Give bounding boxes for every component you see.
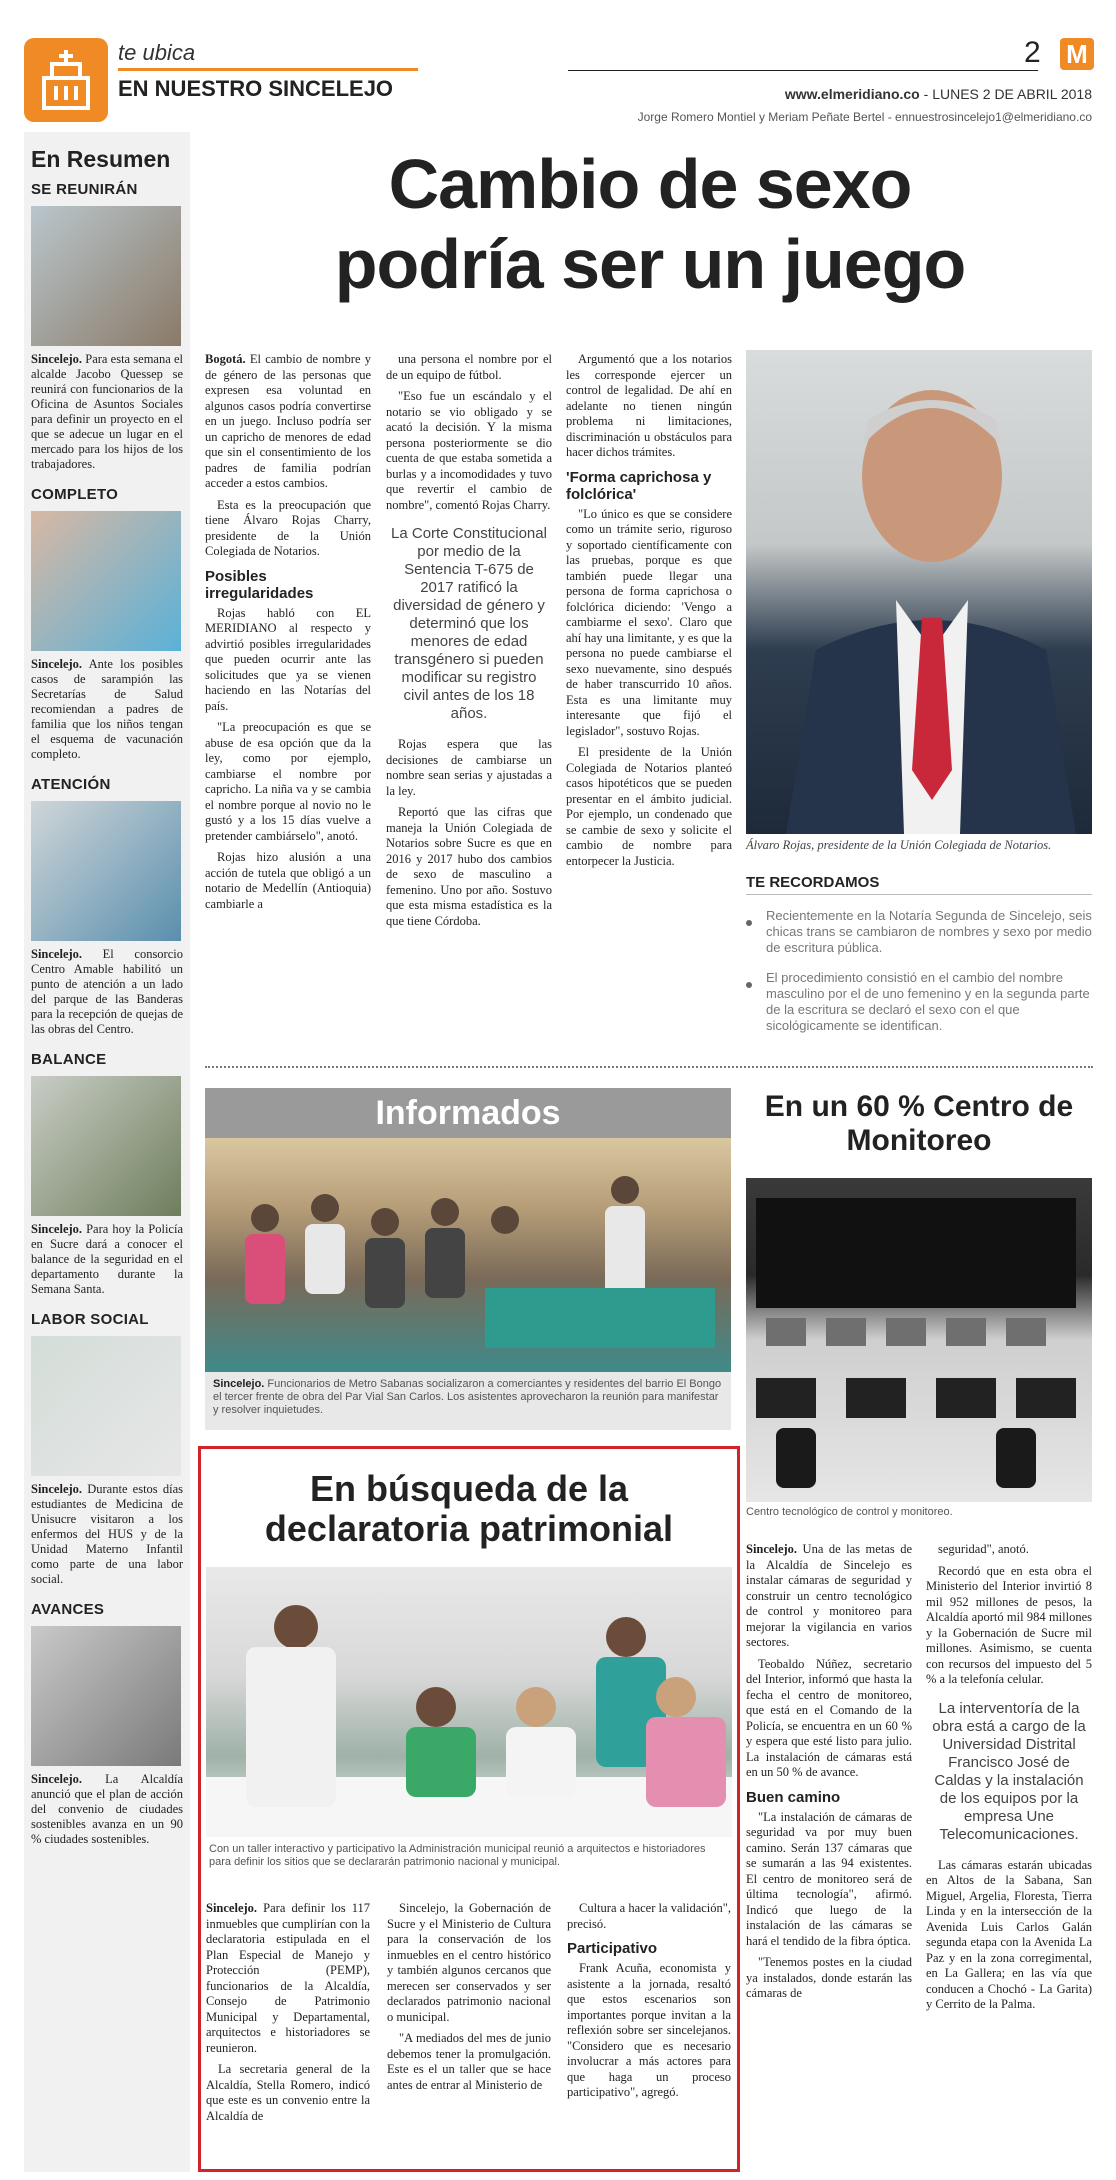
monitoreo-pullquote: La interventoría de la obra está a cargo de la Universidad Distrital Francisco José de Caldas y la instalación de los equipos por la empresa Une Telecomunicaciones.: [932, 1699, 1086, 1843]
pullquote: La Corte Constitucional por medio de la Sentencia T-675 de 2017 ratificó la diversidad de género y determinó que los menores de edad transgénero si pueden modificar su registro civil antes de los 18 años.: [391, 525, 547, 722]
paragraph: [205, 850, 371, 912]
paragraph: [387, 2031, 551, 2093]
brand-letter: M: [1066, 39, 1088, 69]
paragraph: [746, 1542, 912, 1651]
patrimonial-title: [201, 1469, 737, 1549]
sidebar-item-heading: BALANCE: [31, 1051, 107, 1068]
paragraph: [386, 352, 552, 383]
paragraph-text: "Eso fue un escándalo y el notario se vio obligado y se acató la decisión. Y la misma persona posteriormente se dio cuenta de que estaba sometida a burlas y a incomodidades y tuvo que revertir el cambio de nombre", comentó Rojas Charry.: [386, 389, 552, 512]
sidebar-item-photo: [31, 206, 181, 346]
paragraph-text: una persona el nombre por el de un equipo de fútbol.: [386, 352, 552, 382]
sidebar-item: [31, 776, 183, 1037]
control-room: [746, 1178, 1092, 1502]
paragraph: [387, 1901, 551, 2025]
paragraph-text: "Lo único es que se considere como un trámite serio, riguroso y soportado científicamente con las pruebas, porque es que también puede llegar una persona de forma caprichosa o folclórica diciendo: 'Vengo a cambiarme el sexo'. Claro que ahí hay una limitante, y es que la persona no puede cambiarse el sexo nuevamente, sino después de haber transcurrido 10 años. Esta es una limitante muy interesante que fijó el legislador", sostuvo Rojas.: [566, 506, 732, 738]
paragraph: [566, 507, 732, 740]
sidebar-item-body: Durante estos días estudiantes de Medicina de Unisucre visitaron a los enfermos del HUS y de la Unidad Materno Infantil como parte de una labor social.: [31, 1482, 183, 1586]
paragraph: [386, 389, 552, 513]
recordamos-title: TE RECORDAMOS: [746, 874, 880, 891]
paragraph: [205, 720, 371, 844]
paragraph-text: Una de las metas de la Alcaldía de Sincelejo es instalar cámaras de seguridad y construir un centro tecnológico de control y monitoreo para mejorar la vigilancia en varios sectores.: [746, 1542, 912, 1649]
sidebar-item-photo: [31, 801, 181, 941]
informados-caption: [205, 1372, 731, 1430]
paragraph: [566, 745, 732, 869]
sidebar-item-lead: Sincelejo.: [31, 947, 83, 961]
paragraph-lead: Bogotá.: [205, 352, 246, 366]
header-rule: [568, 70, 1038, 71]
recordamos-list: [746, 908, 1092, 1048]
monitoreo-col-1: [746, 1542, 912, 2008]
paragraph: [566, 352, 732, 461]
recordamos-text: El procedimiento consistió en el cambio del nombre masculino por el de uno femenino y en la segunda parte de la escritura se declaró el sexo con el que sicológicamente se identifican.: [766, 970, 1090, 1033]
building-icon: [24, 38, 108, 122]
sidebar-item-lead: Sincelejo.: [31, 657, 83, 671]
recordamos-item: [746, 970, 1092, 1034]
sidebar-item-body: El consorcio Centro Amable habilitó un punto de atención a un lado del parque de las Banderas para la recepción de quejas de las obras del Centro.: [31, 947, 183, 1036]
sidebar-item-text: [31, 1482, 183, 1587]
monitoreo-subheading: Buen camino: [746, 1788, 841, 1806]
workshop-scene: [206, 1567, 732, 1837]
sidebar-item-heading: LABOR SOCIAL: [31, 1311, 149, 1328]
paragraph-text: Rojas hizo alusión a una acción de tutela que obligó a un notario de Medellín (Antioquia) cambiarle a: [205, 850, 371, 911]
paragraph-text: "La preocupación es que se abuse de esa opción que da la ley, como por ejemplo, cambiarse el nombre por capricho. La niña va y se cambia el nombre porque al novio no le gustó y a los 15 días vuelve a pretender cambiárselo", anotó.: [205, 720, 371, 843]
sidebar-item-lead: Sincelejo.: [31, 1482, 83, 1496]
brand-badge: [1060, 38, 1094, 70]
sidebar-item-heading: ATENCIÓN: [31, 776, 111, 793]
bullet-icon: [746, 920, 752, 926]
sidebar-item-photo: [31, 1336, 181, 1476]
paragraph: [926, 1858, 1092, 2013]
sidebar-item-body: Para esta semana el alcalde Jacobo Quessep se reunirá con funcionarios de la Oficina de Asuntos Sociales para definir un proyecto en el que se adecue un lugar en el mercado para los hijos de los trabajadores.: [31, 352, 183, 471]
paragraph-text: seguridad", anotó.: [938, 1542, 1029, 1556]
col1-subheading: Posibles irregularidades: [205, 567, 314, 602]
sidebar-item-lead: Sincelejo.: [31, 352, 83, 366]
paragraph-text: "A mediados del mes de junio debemos tener la promulgación. Este es el un taller que se hace antes de entrar al Ministerio de: [387, 2031, 551, 2092]
author-line: Jorge Romero Montiel y Meriam Peñate Bertel - ennuestrosincelejo1@elmeridiano.co: [637, 110, 1092, 124]
sidebar-item-body: Ante los posibles casos de sarampión las Secretarías de Salud recomiendan a padres de familia que los niños tengan el esquema de vacunación completo.: [31, 657, 183, 761]
paragraph: [386, 805, 552, 929]
paragraph: [206, 1901, 370, 2056]
section-divider: [205, 1066, 1093, 1068]
recordamos-text: Recientemente en la Notaría Segunda de Sincelejo, seis chicas trans se cambiaron de nombres y sexo por medio de escritura pública.: [766, 908, 1092, 955]
monitoreo-col-2: [926, 1542, 1092, 2019]
article-col-1: [205, 352, 371, 918]
sidebar-item-body: Para hoy la Policía en Sucre dará a conocer el balance de la seguridad en el departamento durante la Semana Santa.: [31, 1222, 183, 1296]
paragraph-text: "Tenemos postes en la ciudad ya instalados, donde estarán las cámaras de: [746, 1955, 912, 2000]
patrimonial-col-2: [387, 1901, 551, 2099]
patrimonial-subheading: Participativo: [567, 1940, 658, 1957]
sidebar-title: En Resumen: [31, 146, 171, 172]
informados-title: Informados: [205, 1088, 731, 1138]
paragraph-text: Argumentó que a los notarios les corresponde ejercer un control de legalidad. De ahí en adelante no tienen ningún problema ni limitaciones, discriminación u obstáculos para hacer dichos trámites.: [566, 352, 732, 459]
paragraph: [567, 1901, 731, 1932]
paragraph: [567, 1961, 731, 2101]
sidebar: [24, 132, 190, 2172]
paragraph-text: Teobaldo Núñez, secretario del Interior, informó que hasta la fecha el centro de monitoreo, que está en el Comando de la Policía, se encuentra en un 60 % y espera que esté listo para julio. La instalación de cámaras está en un 50 % de avance.: [746, 1656, 912, 1779]
paragraph-text: Reportó que las cifras que maneja la Unión Colegiada de Notarios sobre Sucre es que en 2016 y 2017 hubo dos cambios de sexo de masculino a femenino. Uno por año. Sostuvo que esta misma estadística es la que tiene Córdoba.: [386, 805, 552, 928]
main-headline: [205, 144, 1095, 304]
sidebar-item-body: La Alcaldía anunció que el plan de acción del convenio de ciudades sostenibles avanza en un 90 % ciudades sostenibles.: [31, 1772, 183, 1846]
paragraph-text: Las cámaras estarán ubicadas en Altos de la Sabana, San Miguel, Argelia, Floresta, Tierra Linda y en la intersección de la Avenida Luis Carlos Galán segunda etapa con la Avenida La Paz y en la zona corregimental, en La Gallera; en las vía que conducen a Chochó - La Garita) y Cerrito de la Palma.: [926, 1857, 1092, 2011]
patrimonial-title-2: declaratoria patrimonial: [264, 1508, 674, 1549]
article-col-3: [566, 352, 732, 875]
sidebar-item-photo: [31, 1076, 181, 1216]
paragraph-lead: Sincelejo.: [746, 1542, 798, 1556]
page-number: 2: [1024, 36, 1041, 69]
paragraph-text: Recordó que en esta obra el Ministerio del Interior invirtió 8 mil 952 millones de pesos, la Alcaldía aportó mil 984 millones y la Gobernación de Sucre mil millones. Asimismo, se cuenta con recursos del impuesto del 5 % a la telefonía celular.: [926, 1563, 1092, 1686]
sidebar-item-text: [31, 352, 183, 472]
section-logo: [24, 38, 108, 122]
paragraph-text: La secretaria general de la Alcaldía, Stella Romero, indicó que este es un convenio entre la Alcaldía de: [206, 2062, 370, 2123]
paragraph-text: El presidente de la Unión Colegiada de Notarios planteó casos hipotéticos que se pueden presentar en el ámbito judicial. Por ejemplo, un condenado que se cambie de sexo y solicite el cambio de nombre para entorpecer la Justicia.: [566, 745, 732, 868]
portrait-caption: Álvaro Rojas, presidente de la Unión Colegiada de Notarios.: [746, 838, 1052, 852]
sidebar-item: [31, 181, 183, 472]
sidebar-item: [31, 486, 183, 762]
sidebar-item-heading: SE REUNIRÁN: [31, 181, 138, 198]
site-url: www.elmeridiano.co: [784, 86, 920, 102]
meeting-crowd: [205, 1138, 731, 1372]
paragraph-text: Para definir los 117 inmuebles que cumplirían con la declaratoria estipulada en el Plan Especial de Manejo y Protección (PEMP), funcionarios de la Alcaldía, Consejo de Patrimonio Municipal y Departamental, arquitectos e historiadores se reunieron.: [206, 1901, 370, 2055]
recordamos-item: [746, 908, 1092, 956]
issue-date: LUNES 2 DE ABRIL 2018: [932, 86, 1092, 102]
paragraph-text: Frank Acuña, economista y asistente a la jornada, resaltó que estos escenarios son importantes porque invitan a la reflexión sobre ser sincelejanos. "Considero que es necesario involucrar a más actores para que haga un proceso participativo", agregó.: [567, 1961, 731, 2099]
paragraph-text: El cambio de nombre y de género de las personas que expresen esa voluntad en algunos casos podría convertirse en un juego. Incluso podría ser un capricho de menores de edad que sin el consentimiento de los padres de familia podrían acceder a estos cambios.: [205, 352, 371, 490]
sidebar-item-photo: [31, 1626, 181, 1766]
paragraph-text: Rojas espera que las decisiones de cambiarse un nombre sean serias y ajustadas a la ley.: [386, 737, 552, 798]
headline-line-2: podría ser un juego: [334, 225, 966, 303]
paragraph: [746, 1810, 912, 1950]
caption-lead: Sincelejo.: [213, 1378, 265, 1390]
recordamos-rule: [746, 894, 1092, 895]
sidebar-item: [31, 1311, 183, 1587]
informados-box: [205, 1088, 731, 1430]
sidebar-item-heading: COMPLETO: [31, 486, 119, 503]
patrimonial-photo: [206, 1567, 732, 1837]
sidebar-item-text: [31, 947, 183, 1037]
caption-text: Funcionarios de Metro Sabanas socializaron a comerciantes y residentes del barrio El Bongo el tercer frente de obra del Par Vial San Carlos. Los asistentes aprovecharon la reunión para manifestar y resolver inquietudes.: [213, 1378, 722, 1416]
tagline-top: te ubica: [118, 40, 196, 65]
paragraph-text: Cultura a hacer la validación", precisó.: [567, 1901, 731, 1931]
article-col-2: [386, 352, 552, 935]
sidebar-item: [31, 1601, 183, 1847]
paragraph: [205, 352, 371, 492]
paragraph: [206, 2062, 370, 2124]
paragraph: [205, 606, 371, 715]
paragraph: [926, 1564, 1092, 1688]
sidebar-item-photo: [31, 511, 181, 651]
paragraph: [386, 737, 552, 799]
monitoreo-photo: [746, 1178, 1092, 1502]
patrimonial-caption: Con un taller interactivo y participativo la Administración municipal reunió a arquitectos e historiadores para definir los sitios que se declararán patrimonio nacional y municipal.: [209, 1843, 706, 1868]
monitoreo-caption: Centro tecnológico de control y monitoreo.: [746, 1506, 953, 1518]
sidebar-item-text: [31, 657, 183, 762]
bullet-icon: [746, 982, 752, 988]
informados-photo: [205, 1138, 731, 1372]
portrait-photo: [746, 350, 1092, 834]
sidebar-item-text: [31, 1772, 183, 1847]
portrait-figure: [746, 350, 1092, 834]
paragraph: [205, 498, 371, 560]
col3-subheading: 'Forma caprichosa y folclórica': [566, 468, 712, 503]
section-title: EN NUESTRO SINCELEJO: [118, 76, 394, 101]
sidebar-item: [31, 1051, 183, 1297]
paragraph: [746, 1955, 912, 2002]
paragraph-text: "La instalación de cámaras de seguridad va por muy buen camino. Serán 137 cámaras que se sumarán a las 94 existentes. El centro de monitoreo será de última tecnología", afirmó. Indicó que luego de la instalación de las cámaras se hará el tendido de la fibra óptica.: [746, 1809, 912, 1948]
patrimonial-col-1: [206, 1901, 370, 2130]
sidebar-item-lead: Sincelejo.: [31, 1772, 83, 1786]
patrimonial-title-1: En búsqueda de la: [309, 1468, 629, 1509]
headline-line-1: Cambio de sexo: [388, 145, 912, 223]
sidebar-item-lead: Sincelejo.: [31, 1222, 83, 1236]
paragraph: [746, 1657, 912, 1781]
monitoreo-title: En un 60 % Centro de Monitoreo: [764, 1090, 1074, 1157]
patrimonial-col-3: [567, 1901, 731, 2107]
paragraph-text: Sincelejo, la Gobernación de Sucre y el Ministerio de Cultura para la conservación de los inmuebles en el centro histórico y también algunos cercanos que merecen ser conservados y ser declarados patrimonio nacional o municipal.: [387, 1901, 551, 2024]
patrimonial-box: [198, 1446, 740, 2172]
dateline: www.elmeridiano.co - LUNES 2 DE ABRIL 2018: [784, 86, 1092, 102]
tagline-rule: [118, 68, 418, 71]
paragraph-lead: Sincelejo.: [206, 1901, 258, 1915]
paragraph-text: Rojas habló con EL MERIDIANO al respecto y advirtió posibles irregularidades que pueden ocurrir ante las solicitudes que ya se vienen haciendo en las Notarías del país.: [205, 605, 371, 713]
paragraph: [926, 1542, 1092, 1558]
sidebar-item-text: [31, 1222, 183, 1297]
sidebar-item-heading: AVANCES: [31, 1601, 105, 1618]
paragraph-text: Esta es la preocupación que tiene Álvaro Rojas Charry, presidente de la Unión Colegiada de Notarios.: [205, 497, 371, 558]
